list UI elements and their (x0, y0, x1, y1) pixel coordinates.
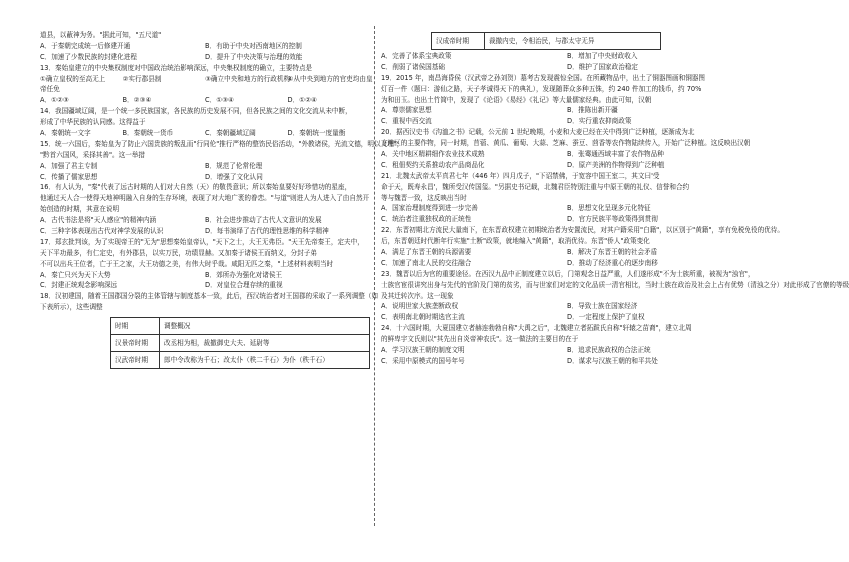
option: C．三种字体表现出古代对神学发展的认识 (40, 227, 164, 236)
text-line: 士族官宦很讲究出身与先代的官阶及门第的贫劣，而与世家们对定的文化品质一清官相比，当时士族在政治及社会上占有优势（清浊之分）对此形成了官僚的等级 (381, 280, 849, 289)
option: C．①③④ (205, 96, 234, 105)
text-line: 下表所示），这些调整 (40, 303, 103, 312)
option: C．采用中原模式的国号年号 (381, 356, 465, 365)
options-row (381, 358, 753, 369)
option: D．每书演绎了古代的理性思维的科学精神 (205, 227, 329, 236)
text-line: 命于天，既寿永昌'，魏所受汉传国玺。"另据史书记载，北魏君臣特别注重与中原王朝的礼仪、信誉和合约 (381, 182, 690, 191)
option: B．解决了东晋王朝的社会矛盾 (567, 248, 658, 257)
option: A．加强了君主专制 (40, 161, 98, 170)
option: ③确立中央和地方的行政机构 (205, 74, 291, 83)
option: D．秦朝统一度量衡 (287, 129, 346, 138)
option: A．国家治理制度得到进一步完善 (381, 204, 478, 213)
option: A．①②③ (40, 96, 69, 105)
option: D．原产美洲的作物得到广泛种植 (567, 160, 665, 169)
option: B．郊所办为强化对诸侯王 (205, 270, 283, 279)
table-row (111, 352, 370, 369)
text-line: 灯百一件（题曰：游仙之路，天子孝诚得天下的典礼），发现随葬众多种五铢，约 240 件加工的钱币，约 70% (381, 84, 702, 93)
text-line: "黔首六国风，采择其善"。这一举措 (40, 150, 145, 159)
table-cell: 汉成帝时期 (432, 33, 485, 50)
options-row (40, 74, 373, 87)
option: A．完善了体系宝典政策 (381, 52, 452, 60)
text-line: 及其迁转次序。这一现象 (381, 291, 454, 300)
option: B．推陈出新开疆 (567, 106, 618, 115)
option: D．对皇位合理存续的重视 (205, 281, 283, 290)
option: C．削弱了诸侯国基础 (381, 62, 445, 71)
right-column (381, 32, 849, 369)
question-16: 16．有人认为，"秦"代表了远古时期的人们对大自然（天）的敬畏意识；所以秦始皇要好好珍惜功的星座， (40, 183, 352, 192)
question-15: 15．统一六国后，秦始皇为了防止六国贵族的叛乱而"行同伦"推行严格的整饬民俗活动，"外教诸侯，光流文德，明以义理"， (40, 139, 404, 148)
option: C．租佃契约关系推动农产品商品化 (381, 160, 485, 169)
option: A．说明世家大族垄断政权 (381, 302, 459, 311)
table-cell: 裁撤内史，令相治民，与郡太守无异 (485, 33, 661, 50)
option: ①确立皇权的至高无上 (40, 74, 106, 83)
option: B．思想文化呈现多元化特征 (567, 204, 651, 213)
text-line: 道县，以蔽神为务。"据此可知，"五尺道" (40, 31, 162, 39)
table-header-row (111, 318, 370, 335)
option: B．增加了中央财政收入 (567, 52, 638, 60)
option: B．规范了伦常伦理 (205, 161, 263, 170)
table-cell: 改丞相为相，裁撤御史大夫、延尉等 (160, 335, 370, 352)
table-cell: 汉武帝时期 (111, 352, 160, 369)
option: A．关中地区精耕细作农业技术成熟 (381, 150, 485, 159)
option: C．统治者注重独权政的正统性 (381, 215, 472, 224)
column-divider (374, 26, 376, 526)
option: C．封建正统观念影响深远 (40, 281, 118, 290)
option: A．学习汉族王朝的制度文明 (381, 346, 465, 355)
table-header-cell: 时期 (111, 318, 160, 335)
option: A．尊崇儒家思想 (381, 106, 432, 115)
question-21: 21．北魏太武帝太平真君七年（446 年）四月戊子，"下诏禁佛，于宽容中国王室二，其文曰'受 (381, 171, 660, 180)
text-line: 等与魏晋一致，这反映出当时 (381, 193, 467, 202)
option: B．张骞通西域丰富了农作物品种 (567, 150, 664, 159)
text-line: 始创造的时期，其意在说明 (40, 205, 120, 214)
adjustment-table (110, 317, 370, 369)
option: ④从中央到地方的官吏均由皇 (287, 74, 373, 83)
option: D．一定程度上保护了皇权 (567, 313, 645, 322)
text-line: 后，东晋朝廷时代断年行实施"土断"政策，就地编入"黄籍"，取消优待。东晋"侨人"政策变化 (381, 237, 650, 246)
option: C．加速了少数民族的封建化进程 (40, 52, 137, 61)
adjustment-table-continued (431, 32, 661, 50)
option: D．①②④ (287, 96, 317, 105)
option: B．社会进步推动了古代人文意识的发展 (205, 216, 322, 225)
question-23: 23．魏晋以后为官的重要途径。在西汉九品中正制度建立以后，门第观念日益严重，人们遂形成"不为士族所重，被视为"浊官"， (381, 269, 755, 278)
text-line: 天下平功最多，有仁定史，有外郡县，以实万民，功绩显赫。又加秦于诸侯王而纳义，分封子弟 (40, 248, 317, 257)
table-cell: 郎中令改称为千石；改太仆（秩二千石）为仆（秩千石） (160, 352, 370, 369)
option: D．官方民族平等政策得到贯彻 (567, 215, 658, 224)
option: D．实行重农抑商政策 (567, 117, 632, 126)
option: D．维护了国家政治稳定 (567, 62, 639, 71)
question-19: 19．2015 年，南昌海昏侯（汉武帝之孙刘贺）墓考古发现震惊全国。在所藏物品中，出土了铜器图画和铜器图 (381, 73, 705, 82)
option: A．于秦朝完成统一后修建开通 (40, 41, 131, 50)
option: B．导致士族在国家经济 (567, 302, 638, 311)
option: C．重视中西交流 (381, 117, 432, 126)
option: B．秦朝统一货币 (122, 129, 174, 138)
option: A．满足了东晋王朝的兵源需要 (381, 248, 472, 257)
option: D．增强了文化认同 (205, 172, 263, 181)
option: B．②③④ (122, 96, 152, 105)
question-13: 13．秦始皇建立的中央集权制度对中国政治统治影响深远，中央集权制度的确立，主要特点是 (40, 63, 313, 72)
option: ②实行郡县制 (122, 74, 162, 83)
question-20: 20．据西汉史书《沟洫之书》记载，公元前 1 世纪晚期，小麦和大麦已经在关中得到广泛种植，逐渐成为北 (381, 128, 695, 137)
option: C．表明南北朝时期选官主流 (381, 313, 465, 322)
question-24: 24．十六国时期，大夏国建立者赫连勃勃自称"大禹之后"，北魏建立者拓跋氏自称"轩辕之苗裔"，建立北周 (381, 324, 692, 333)
table-row (111, 335, 370, 352)
text-line: 形成了中华民族的认同感。这得益于 (40, 118, 146, 127)
option: C．秦朝疆域辽阔 (205, 129, 256, 138)
option: A．古代书法是将"天人感应"的精神内涵 (40, 216, 157, 225)
option: D．推动了经济重心的逐步南移 (567, 258, 658, 267)
option: A．秦亡只兴为天下大势 (40, 270, 111, 279)
question-22: 22．东晋初期北方流民大量南下，在东晋政权建立初期统治者为安置流民，对其户籍采用"白籍"，以区别于"黄籍"，享有免税免役的优待。 (381, 226, 784, 235)
option: D．提升了中央决策与治理的效能 (205, 52, 303, 61)
options-row (40, 163, 370, 174)
question-17: 17．郑玄批判该，为了实现帝王的"无为"思想秦始皇帝认，"天下之士，大王无弗臣。"天王先帝秦王，定夫中， (40, 237, 364, 246)
question-18: 18．汉初建国，随着王国郡国分裂的主体管辖与制度基本一致，此后，西汉统治者对王国郡的采取了一系列调整（如 (40, 292, 379, 301)
left-column (40, 31, 404, 369)
option: B．有助于中央对西南地区的控制 (205, 41, 302, 50)
option: C．加速了南北人民的交往融合 (381, 258, 472, 267)
text-line: 帝任免 (40, 85, 60, 94)
table-header-cell: 调整概况 (160, 318, 370, 335)
option: D．谋求与汉族王朝的和平共处 (567, 356, 658, 365)
text-line: 为和田玉。也出土竹简中，发现了《论语》《易经》《礼记》等大量儒家经典。由此可知，汉朝 (381, 95, 652, 104)
text-line: 方地区的主要作物，同一时期，苜蓿、黄瓜、葡萄、大蒜、芝麻、蚕豆、茴香等农作物陆续传入，开始广泛种植。这反映出汉朝 (381, 139, 751, 148)
option: B．追求民族政权的合法正统 (567, 346, 651, 355)
option: A．秦朝统一文字 (40, 129, 91, 138)
question-14: 14．我国疆域辽阔，是一个统一多民族国家，各民族的历史发展不同，但各民族之间的文化交流从未中断， (40, 107, 352, 116)
option: C．传播了儒家思想 (40, 172, 98, 181)
text-line: 他通过天人合一使得天地神明融入自身的生存环境，表现了对大地广袤的眷恋。"与道"则进人为人进入了由自然开 (40, 194, 370, 203)
text-line: 不可以出兵王位者，亡于王之家，大王功德之美，有伟大时乎哉。咸阳无匹之秦，"上述材料表明当时 (40, 259, 334, 268)
text-line: 的鲜卑宇文氏则以"其先出自炎帝神农氏"。这一做法的主要目的在于 (381, 335, 579, 344)
table-row (432, 33, 661, 50)
table-cell: 汉景帝时期 (111, 335, 160, 352)
